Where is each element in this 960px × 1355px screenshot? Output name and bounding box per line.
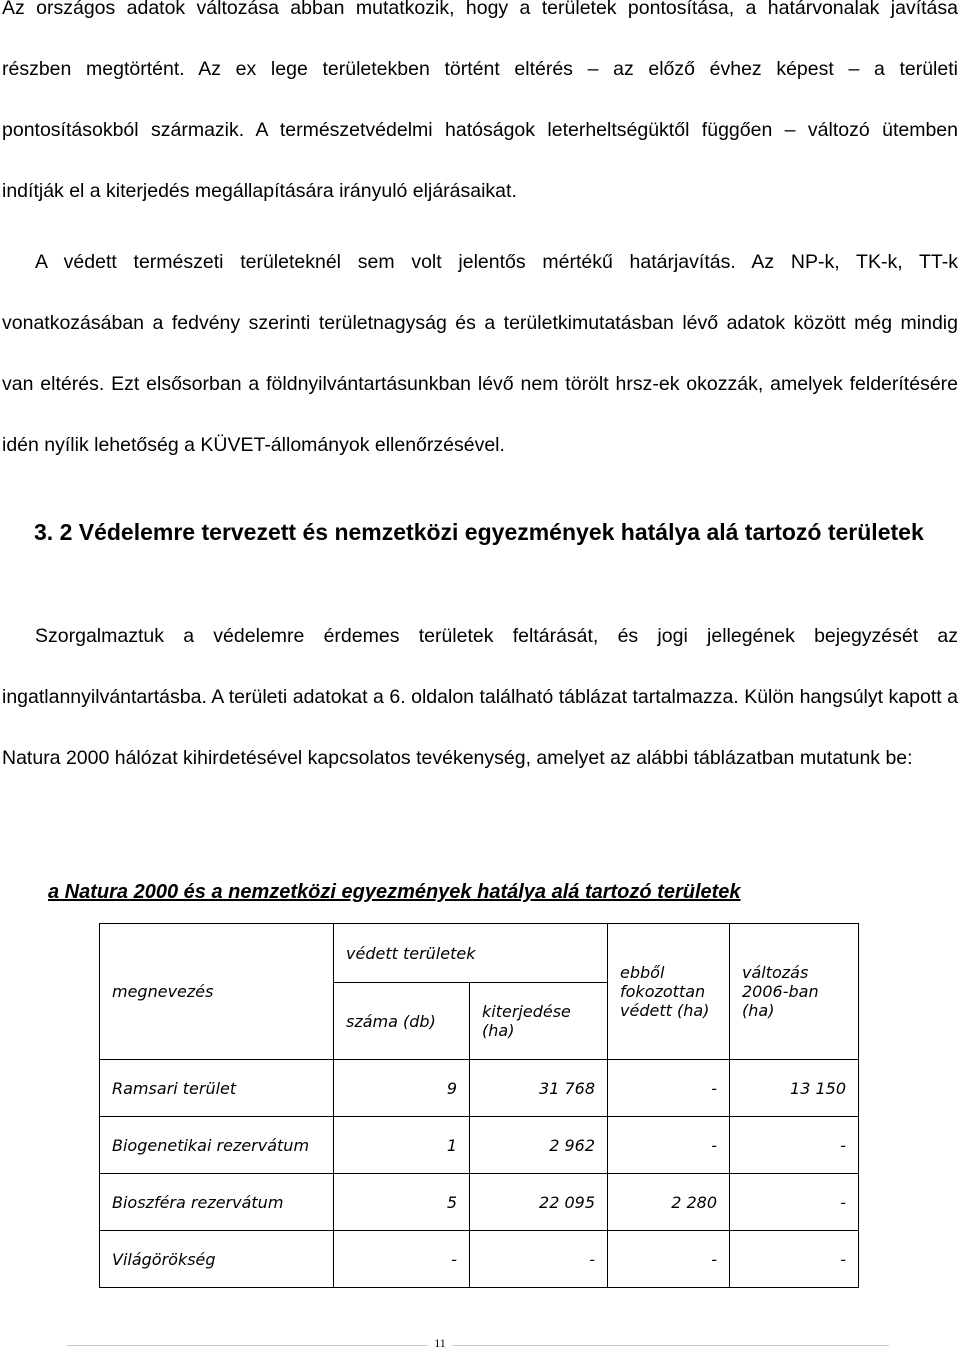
- cell-count: 1: [334, 1117, 470, 1174]
- cell-name: Ramsari terület: [100, 1060, 334, 1117]
- table-header-row: [100, 924, 859, 983]
- table-row: [100, 1060, 859, 1117]
- table-row: [100, 1231, 859, 1288]
- cell-name: Biogenetikai rezervátum: [100, 1117, 334, 1174]
- header-strictly-protected: ebből fokozottan védett (ha): [608, 924, 730, 1060]
- cell-strict: -: [608, 1060, 730, 1117]
- cell-change: 13 150: [730, 1060, 859, 1117]
- header-change: változás 2006-ban (ha): [730, 924, 859, 1060]
- cell-change: -: [730, 1231, 859, 1288]
- cell-strict: 2 280: [608, 1174, 730, 1231]
- header-extent: kiterjedése (ha): [470, 983, 608, 1060]
- paragraph-1: Az országos adatok változása abban mutatkozik, hogy a területek pontosítása, a határvonalak javítása részben megtörtént. Az ex lege területekben történt eltérés – az előző évhez képest – a területi pontosításokból származik. A természetvédelmi hatóságok leterheltségüktől függően – változó ütemben indítják el a kiterjedés megállapítására irányuló eljárásaikat.: [2, 0, 958, 202]
- cell-extent: 2 962: [470, 1117, 608, 1174]
- cell-extent: 31 768: [470, 1060, 608, 1117]
- cell-count: 9: [334, 1060, 470, 1117]
- table-row: [100, 1174, 859, 1231]
- header-count: száma (db): [334, 983, 470, 1060]
- cell-extent: -: [470, 1231, 608, 1288]
- section-heading: 3. 2 Védelemre tervezett és nemzetközi egyezmények hatálya alá tartozó területek: [34, 519, 924, 545]
- paragraph-3: Szorgalmaztuk a védelemre érdemes területek feltárását, és jogi jellegének bejegyzését az ingatlannyilvántartásba. A területi adatokat a 6. oldalon található táblázat tartalmazza. Külön hangsúlyt kapott a Natura 2000 hálózat kihirdetésével kapcsolatos tevékenység, amelyet az alábbi táblázatban mutatunk be:: [2, 625, 958, 769]
- cell-strict: -: [608, 1231, 730, 1288]
- cell-change: -: [730, 1117, 859, 1174]
- table-row: [100, 1117, 859, 1174]
- cell-count: -: [334, 1231, 470, 1288]
- natura-table: [99, 923, 859, 1288]
- cell-count: 5: [334, 1174, 470, 1231]
- cell-name: Bioszféra rezervátum: [100, 1174, 334, 1231]
- paragraph-2: A védett természeti területeknél sem volt jelentős mértékű határjavítás. Az NP-k, TK-k, TT-k vonatkozásában a fedvény szerinti területnagyság és a területkimutatásban lévő adatok között még mindig van eltérés. Ezt elsősorban a földnyilvántartásunkban lévő nem törölt hrsz-ek okozzák, amelyek felderítésére idén nyílik lehetőség a KÜVET-állományok ellenőrzésével.: [2, 251, 958, 456]
- cell-change: -: [730, 1174, 859, 1231]
- header-protected-areas: védett területek: [334, 924, 608, 983]
- cell-strict: -: [608, 1117, 730, 1174]
- page-number: 11: [428, 1336, 452, 1351]
- cell-name: Világörökség: [100, 1231, 334, 1288]
- footer-divider: [67, 1345, 889, 1346]
- header-name: megnevezés: [100, 924, 334, 1060]
- cell-extent: 22 095: [470, 1174, 608, 1231]
- table-title: a Natura 2000 és a nemzetközi egyezmények hatálya alá tartozó területek: [48, 881, 741, 903]
